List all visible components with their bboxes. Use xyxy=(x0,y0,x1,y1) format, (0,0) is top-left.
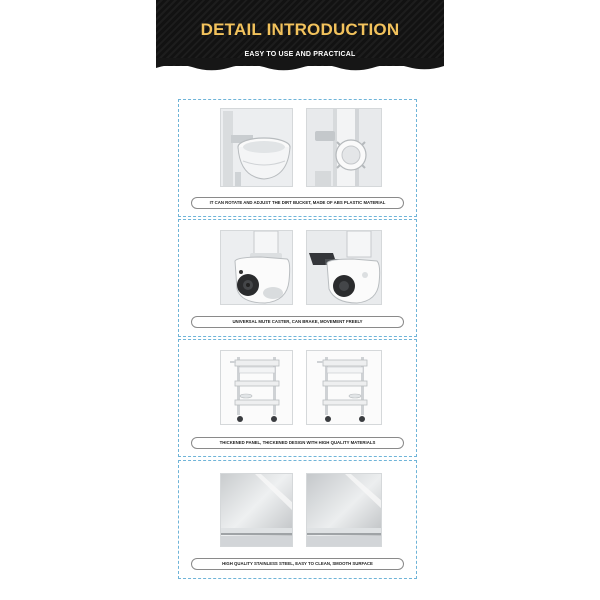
section-dirt-bucket xyxy=(178,99,417,217)
header-banner xyxy=(156,0,444,66)
section-caption: IT CAN ROTATE AND ADJUST THE DIRT BUCKET, MADE OF ABS PLASTIC MATERIAL xyxy=(191,197,404,209)
section-panel xyxy=(178,339,417,457)
page-subtitle: EASY TO USE AND PRACTICAL xyxy=(244,51,356,58)
section-caption: UNIVERSAL MUTE CASTER, CAN BRAKE, MOVEMENT FREELY xyxy=(191,316,404,328)
trolley-angle-photo xyxy=(306,350,382,425)
section-caption: THICKENED PANEL, THICKENED DESIGN WITH HIGH QUALITY MATERIALS xyxy=(191,437,404,449)
steel-tray-photo xyxy=(220,473,293,547)
header-wave-edge xyxy=(156,58,444,74)
steel-tray-detail-photo xyxy=(306,473,382,547)
caster-brake-photo xyxy=(306,230,382,305)
section-caption: HIGH QUALITY STAINLESS STEEL, EASY TO CLEAN, SMOOTH SURFACE xyxy=(191,558,404,570)
caster-wheel-photo xyxy=(220,230,293,305)
adjustment-knob-photo xyxy=(306,108,382,187)
dirt-bucket-photo xyxy=(220,108,293,187)
section-caster xyxy=(178,219,417,337)
section-stainless-steel xyxy=(178,460,417,579)
trolley-front-photo xyxy=(220,350,293,425)
product-detail-page xyxy=(156,0,444,600)
page-title: DETAIL INTRODUCTION xyxy=(200,20,400,39)
